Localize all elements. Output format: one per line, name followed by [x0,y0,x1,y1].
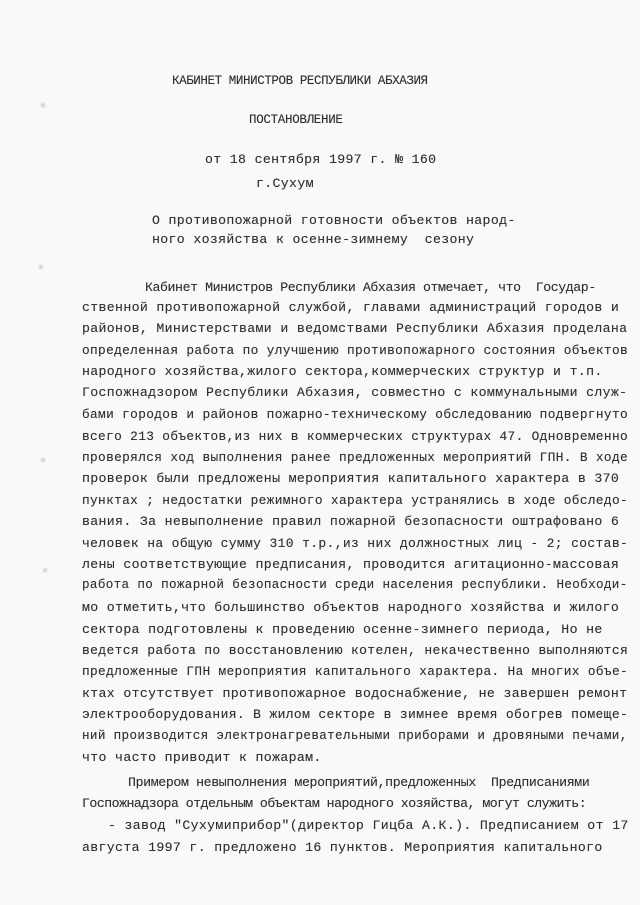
body-line: Госпожнадзора отдельным объектам народного хозяйства, могут служить: [82,796,587,811]
body-line: всего 213 объектов,из них в коммерческих структурах 47. Одновременно [82,429,628,444]
body-line: предложенные ГПН мероприятия капитального характера. На многих объе- [82,664,628,679]
document-city: г.Сухум [256,176,314,191]
body-line: ктах отсутствует противопожарное водоснабжение, не завершен ремонт [82,686,628,701]
body-line: лены соответствующие предписания, проводится агитационно-массовая [82,557,620,572]
body-line: Госпожнадзором Республики Абхазия, совместно с коммунальными служ- [82,385,628,400]
body-line: мо отметить,что большинство объектов народного хозяйства и жилого [82,600,620,615]
document-title: КАБИНЕТ МИНИСТРОВ РЕСПУБЛИКИ АБХАЗИЯ [172,74,428,88]
body-line: народного хозяйства,жилого сектора,коммерческих структур и т.п. [82,364,603,379]
body-line: - завод "Сухумиприбор"(директор Гицба А.К.). Предписанием от 17 [108,818,629,833]
body-line: пунктах ; недостатки режимного характера устранялись в ходе обследо- [82,493,628,508]
body-line: ведется работа по восстановлению котелен, некачественно выполняются [82,643,629,658]
body-line: ственной противопожарной службой, главами администраций городов и [82,300,620,315]
body-line: сектора подготовлены к проведению осенне-зимнего периода, Но не [82,622,603,637]
body-line: августа 1997 г. предложено 16 пунктов. Мероприятия капитального [82,840,603,855]
scan-speck: ✱ [40,456,47,467]
subject-line: ного хозяйства к осенне-зимнему сезону [152,232,475,247]
scan-speck: ✱ [42,566,49,577]
body-line: проверок были предложены мероприятия капитального характера в 370 [82,471,620,486]
document-date: от 18 сентября 1997 г. № 160 [205,152,437,167]
body-line: районов, Министерствами и ведомствами Республики Абхазия проделана [82,321,628,336]
body-line: работа по пожарной безопасности среди населения республики. Необходи- [82,578,628,592]
body-line: человек на общую сумму 310 т.р.,из них должностных лиц - 2; состав- [82,536,629,551]
subject-line: О противопожарной готовности объектов народ- [152,213,516,228]
body-line: Примером невыполнения мероприятий,предложенных Предписаниями [128,775,590,790]
body-line: определенная работа по улучшению противопожарного состояния объектов [82,343,628,358]
body-line: ний производится электронагревательными приборами и дровяными печами, [82,729,628,743]
scan-speck: ✱ [40,101,47,112]
body-line: бами городов и районов пожарно-техническому обследованию подвергнуто [82,407,628,422]
body-line: Кабинет Министров Республики Абхазия отмечает, что Государ- [145,280,596,295]
body-line: что часто приводит к пожарам. [82,750,322,765]
document-type: ПОСТАНОВЛЕНИЕ [249,113,343,127]
body-line: электрооборудования. В жилом секторе в зимнее время обогрев помеще- [82,707,629,722]
scan-speck: ✱ [38,263,45,274]
body-line: проверялся ход выполнения ранее предложенных мероприятий ГПН. В ходе [82,450,628,465]
body-line: вания. За невыполнение правил пожарной безопасности оштрафовано 6 [82,514,620,529]
